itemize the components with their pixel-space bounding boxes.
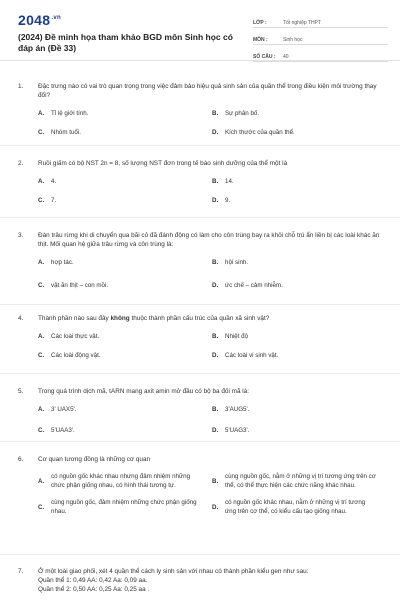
option-a[interactable]: A. 3' UAX5'. xyxy=(38,406,77,413)
option-a[interactable]: A. Các loài thực vật. xyxy=(38,333,100,340)
option-b[interactable]: B. Sự phân bố. xyxy=(212,110,260,117)
option-d[interactable]: D. 9. xyxy=(212,197,231,204)
option-d[interactable]: D. Các loài vi sinh vật. xyxy=(212,352,279,359)
option-b[interactable]: B. 3'AUG5'. xyxy=(212,406,250,413)
question-text: Đặc trưng nào có vai trò quan trọng trong việc đảm bảo hiệu quả sinh sản của quần thể trong điều kiện môi trường thay đổi? xyxy=(38,83,377,99)
option-c[interactable]: C. 7. xyxy=(38,197,57,204)
question-text: Ở một loài giao phối, xét 4 quần thể cách ly sinh sản với nhau có thành phần kiểu gen như sau: Quần thể 1: 0,49 AA: 0,42 Aa: 0,09 aa. Quần thể 2: 0,50 AA: 0,25 Aa: 0,25 aa . xyxy=(38,568,309,593)
site-logo[interactable]: $2048^{.vn}$ xyxy=(18,12,61,28)
option-c[interactable]: C. 5'UAA3'. xyxy=(38,427,75,434)
option-a[interactable]: A. Tỉ lệ giới tính. xyxy=(38,110,89,117)
meta-class: LỚP : Tốt nghiệp THPT xyxy=(253,14,388,28)
option-c[interactable]: C. Nhóm tuổi. xyxy=(38,129,81,136)
option-a[interactable]: A. 4. xyxy=(38,178,57,185)
question-5: 5. Trong quá trình dịch mã, tARN mang axit amin mở đầu có bộ ba đối mã là: A. 3' UAX5'. B. 3'AUG5'. C. 5'UAA3'. D. 5'UAG3'. xyxy=(0,374,400,442)
question-1: 1. Đặc trưng nào có vai trò quan trọng trong việc đảm bảo hiệu quả sinh sản của quần thể trong điều kiện môi trường thay đổi? A. Tỉ lệ giới tính. B. Sự phân bố. C. Nhóm tuổi. D. Kích thước của quần thể. xyxy=(0,75,400,146)
question-text: Thành phần nào sau đây không thuộc thành phần cấu trúc của quần xã sinh vật? xyxy=(38,315,270,322)
meta-subject: MÔN : Sinh học xyxy=(253,31,388,45)
option-a[interactable]: A. có nguồn gốc khác nhau nhưng đảm nhiệm những chức phận giống nhau, có hình thái tương tự. xyxy=(38,473,191,489)
question-text: Đàn trâu rừng khi di chuyển qua bãi cỏ đã đánh động có làm cho côn trùng bay ra khỏi chỗ trú ẩn liền bị các loài khác ăn thịt. Mối quan hệ giữa trâu rừng và côn trùng là: xyxy=(38,232,380,248)
option-d[interactable]: D. Kích thước của quần thể. xyxy=(212,129,295,136)
option-d[interactable]: D. 5'UAG3'. xyxy=(212,427,250,434)
question-2: 2. Ruồi giấm có bộ NST 2n = 8, số lượng NST đơn trong tế bào sinh dưỡng của thể một là A. 4. B. 14. C. 7. D. 9. xyxy=(0,146,400,218)
option-d[interactable]: D. ức chế – cảm nhiễm. xyxy=(212,282,283,289)
question-list xyxy=(0,75,400,594)
question-4: 4. Thành phần nào sau đây không thuộc thành phần cấu trúc của quần xã sinh vật? A. Các loài thực vật. B. Nhiệt độ C. Các loài động vật. D. Các loài vi sinh vật. xyxy=(0,305,400,374)
option-b[interactable]: B. Nhiệt độ xyxy=(212,333,249,340)
option-c[interactable]: C. cùng nguồn gốc, đảm nhiệm những chức phận giống nhau. xyxy=(38,499,197,515)
option-b[interactable]: B. hội sinh. xyxy=(212,259,249,266)
option-c[interactable]: C. Các loài động vật. xyxy=(38,352,101,359)
document-meta xyxy=(253,14,388,65)
question-7: 7. Ở một loài giao phối, xét 4 quần thể cách ly sinh sản với nhau có thành phần kiểu gen như sau: Quần thể 1: 0,49 AA: 0,42 Aa: 0,09 aa. Quần thể 2: 0,50 AA: 0,25 Aa: 0,25 aa . xyxy=(0,555,400,594)
document-header xyxy=(0,0,400,61)
meta-question-count: SỐ CÂU : 40 xyxy=(253,48,388,62)
option-d[interactable]: D. có nguồn gốc khác nhau, nằm ở những vị trí tương ứng trên cơ thể, có kiểu cấu tạo giống nhau. xyxy=(212,499,366,515)
option-c[interactable]: C. vật ăn thịt – con mồi. xyxy=(38,282,109,289)
question-6: 6. Cơ quan tương đồng là những cơ quan A. có nguồn gốc khác nhau nhưng đảm nhiệm những chức phận giống nhau, có hình thái tương tự. B. cùng nguồn gốc, nằm ở những vị trí tương ứng trên cơ thể, có thể thực hiện các chức năng khác nhau. C. cùng nguồn gốc, đảm nhiệm những chức phận giống nhau. D. có nguồn gốc khác nhau, nằm ở những vị trí tương ứng trên cơ thể, có kiểu cấu tạo giống nhau. xyxy=(0,442,400,555)
option-b[interactable]: B. 14. xyxy=(212,178,234,185)
question-text: Ruồi giấm có bộ NST 2n = 8, số lượng NST đơn trong tế bào sinh dưỡng của thể một là xyxy=(38,160,288,167)
document-title: (2024) Đề minh họa tham khảo BGD môn Sinh học có đáp án (Đề 33) xyxy=(18,32,233,53)
option-b[interactable]: B. cùng nguồn gốc, nằm ở những vị trí tương ứng trên cơ thể, có thể thực hiện các chức năng khác nhau. xyxy=(212,473,376,489)
question-text: Trong quá trình dịch mã, tARN mang axit amin mở đầu có bộ ba đối mã là: xyxy=(38,388,250,395)
option-a[interactable]: A. hợp tác. xyxy=(38,259,74,266)
question-text: Cơ quan tương đồng là những cơ quan xyxy=(38,456,151,463)
question-3: 3. Đàn trâu rừng khi di chuyển qua bãi cỏ đã đánh động có làm cho côn trùng bay ra khỏi chỗ trú ẩn liền bị các loài khác ăn thịt. Mối quan hệ giữa trâu rừng và côn trùng là: A. hợp tác. B. hội sinh. C. vật ăn thịt – con mồi. D. ức chế – cảm nhiễm. xyxy=(0,218,400,305)
